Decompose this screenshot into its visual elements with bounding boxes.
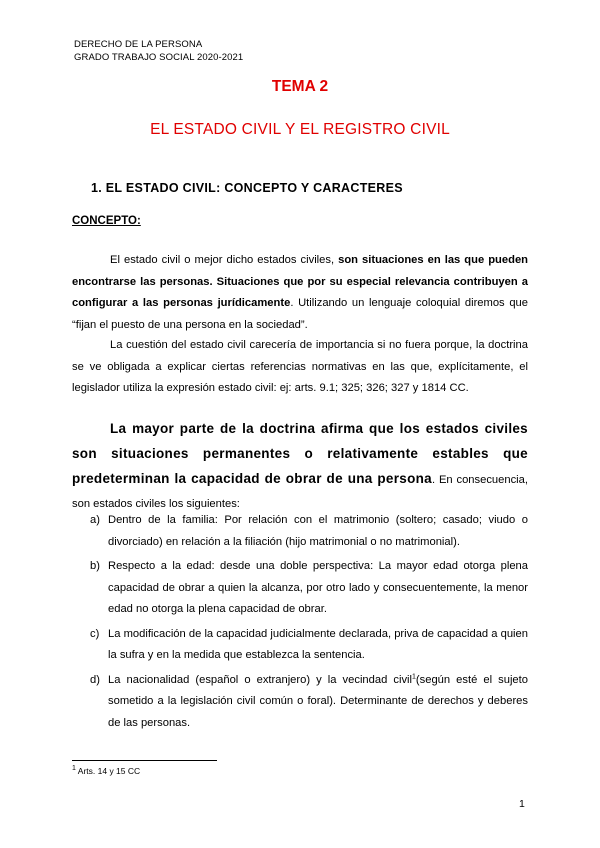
concepto-heading: CONCEPTO: — [72, 215, 141, 227]
list-item-text: (según esté el sujeto sometido a la legislación civil común o foral). Determinante de derechos y deberes de las personas. — [108, 673, 528, 729]
list-marker: b) — [90, 560, 100, 572]
footnote-mark: 1 — [72, 765, 76, 773]
list-item — [72, 556, 528, 621]
list-item — [72, 624, 528, 667]
paragraph-normative: La cuestión del estado civil carecería de importancia si no fuera porque, la doctrina se ve obligada a explicar ciertas referencias normativas en las que, explícitamente, el legislador utiliza la expresión estado civil: ej: arts. 9.1; 325; 326; 327 y 1814 CC. — [72, 339, 528, 394]
paragraph-text: . Utilizando un lenguaje coloquial diremos que “fijan el puesto de una persona en la sociedad”. — [72, 297, 528, 331]
list-marker: d) — [90, 673, 100, 686]
paragraph-bold-text: son situaciones en las que pueden encontrarse las personas. Situaciones que por su especial relevancia contribuyen a configurar a las personas jurídicamente — [72, 254, 528, 309]
civil-states-list — [72, 510, 528, 737]
paragraph-text: El estado civil o mejor dicho estados civiles, — [110, 254, 339, 266]
list-item-text: Respecto a la edad: desde una doble perspectiva: La mayor edad otorga plena capacidad de obrar a quien la alcanza, por otro lado y consecuentemente, la menor edad no otorga la plena capacidad de obrar. — [108, 560, 528, 615]
footnote-reference[interactable]: 1 — [412, 672, 416, 680]
list-item — [72, 510, 528, 553]
paragraph-doctrine — [72, 417, 528, 516]
page-header — [74, 38, 243, 64]
list-item — [72, 670, 528, 735]
list-marker: a) — [90, 514, 100, 526]
tema-heading: TEMA 2 — [271, 78, 329, 95]
list-item-text: La nacionalidad (español o extranjero) y la vecindad civil — [108, 673, 413, 686]
list-item-text: La modificación de la capacidad judicialmente declarada, priva de capacidad a quien la sufra y en la medida que establezca la sentencia. — [108, 627, 528, 661]
list-item-text: Dentro de la familia: Por relación con el matrimonio (soltero; casado; viudo o divorciado) en relación a la filiación (hijo matrimonial o no matrimonial). — [108, 514, 528, 548]
footnote-separator — [72, 760, 217, 761]
paragraph-text: . En consecuencia, son estados civiles los siguientes: — [72, 474, 528, 510]
section-heading: 1. EL ESTADO CIVIL: CONCEPTO Y CARACTERES — [91, 181, 403, 195]
page-number: 1 — [519, 798, 525, 810]
header-course: DERECHO DE LA PERSONA — [74, 39, 203, 50]
list-marker: c) — [90, 627, 100, 640]
footnote-text: Arts. 14 y 15 CC — [75, 766, 141, 776]
paragraph-definition — [72, 250, 528, 336]
header-degree: GRADO TRABAJO SOCIAL 2020-2021 — [74, 52, 244, 63]
document-title: EL ESTADO CIVIL Y EL REGISTRO CIVIL — [150, 121, 450, 138]
paragraph-bold-large-text: La mayor parte de la doctrina afirma que los estados civiles son situaciones permanentes o relativamente estables que predeterminan la capacidad de obrar de una persona — [72, 421, 528, 486]
footnote — [72, 766, 140, 776]
